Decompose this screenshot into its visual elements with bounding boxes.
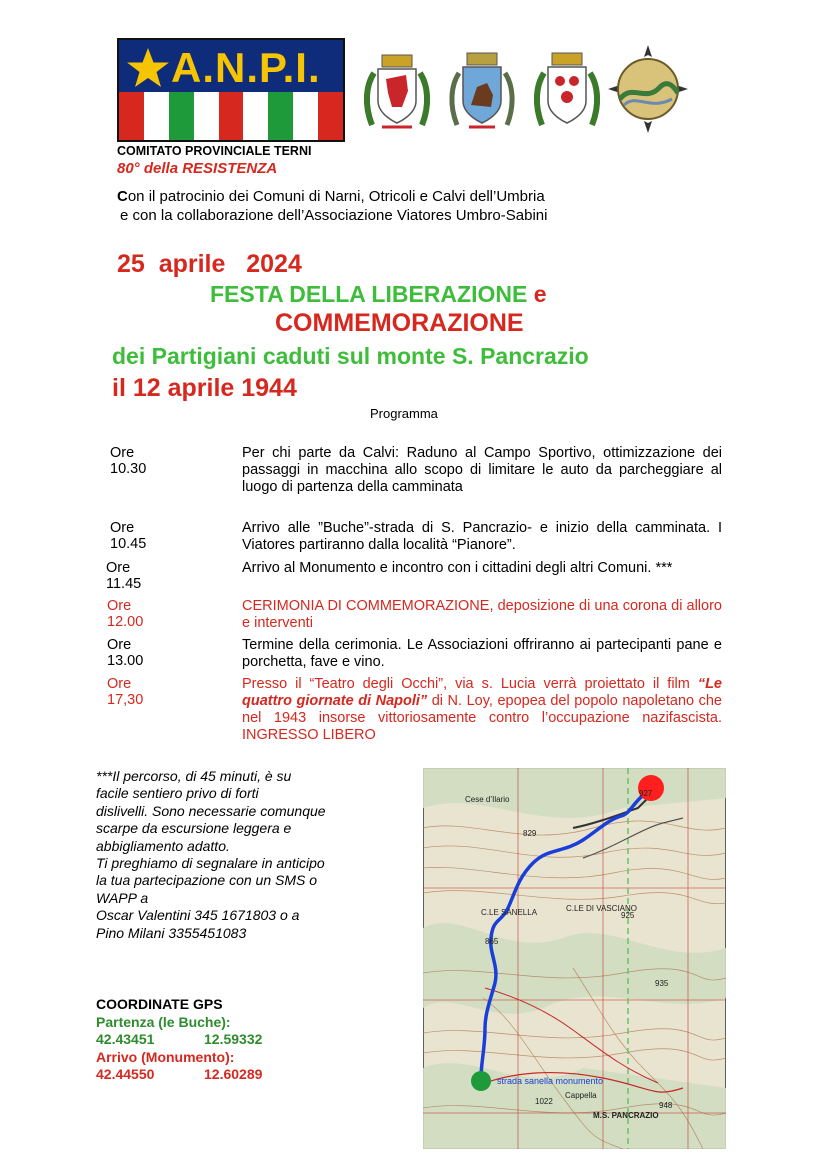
map-label-935: 935: [655, 979, 669, 988]
calvi-coat-of-arms-icon: [532, 45, 602, 137]
star-icon: [125, 46, 171, 90]
schedule-text: CERIMONIA DI COMMEMORAZIONE, deposizione di una corona di alloro e interventi: [242, 598, 722, 631]
commemorazione-title: COMMEMORAZIONE: [275, 309, 524, 337]
note-line: la tua partecipazione con un SMS o: [96, 872, 318, 889]
otricoli-coat-of-arms-icon: [447, 45, 517, 137]
committee-name: COMITATO PROVINCIALE TERNI: [117, 144, 312, 158]
map-label-cappella: Cappella: [565, 1091, 597, 1100]
gps-coordinates: [96, 996, 262, 1084]
schedule-text-part-b: di N. Loy, epopea del popolo napoletano che nel 1943 insorse vittoriosamente contro l’occupazione nazifascista. INGRESSO LIBERO: [242, 693, 722, 743]
patronage-text: [117, 187, 547, 225]
map-label-sanella: C.LE SANELLA: [481, 908, 538, 917]
italian-flag: [119, 92, 343, 142]
map-label-927: 927: [639, 789, 653, 798]
map-label-948: 948: [659, 1101, 673, 1110]
schedule-text-part-a: Presso il “Teatro degli Occhi”, via s. Lucia verrà proiettato il film: [242, 676, 698, 692]
map-label-1022: 1022: [535, 1097, 553, 1106]
viatores-logo-icon: [606, 43, 690, 135]
gps-start-lon: 12.59332: [204, 1031, 263, 1047]
note-line: abbigliamento adatto.: [96, 837, 230, 854]
narni-coat-of-arms-icon: [362, 45, 432, 137]
gps-end-lat: 42.44550: [96, 1066, 155, 1082]
festa-main: FESTA DELLA LIBERAZIONE: [210, 281, 528, 307]
schedule-text: Arrivo al Monumento e incontro con i cittadini degli altri Comuni. ***: [242, 560, 673, 576]
schedule-text: Per chi parte da Calvi: Raduno al Campo Sportivo, ottimizzazione dei passaggi in macchina allo scopo di limitare le auto da parcheggiare al luogo di partenza della camminata: [242, 445, 722, 495]
map-label-925: 925: [621, 911, 635, 920]
map-label-865: 865: [485, 937, 499, 946]
schedule-time: Ore 12.00: [107, 598, 144, 630]
note-line: dislivelli. Sono necessarie comunque: [96, 802, 326, 819]
patronage-line-2: e con la collaborazione dell’Associazione Viatores Umbro-Sabini: [120, 207, 548, 224]
note-line: ***Il percorso, di 45 minuti, è su: [96, 768, 292, 784]
anpi-logo: [117, 38, 345, 142]
map-label-pancrazio: M.S. PANCRAZIO: [593, 1111, 659, 1120]
schedule-text: Arrivo alle ”Buche”-strada di S. Pancrazio- e inizio della camminata. I Viatores partiranno dalla località “Pianore”.: [242, 520, 722, 553]
map-label-vasciano: C.LE DI VASCIANO: [566, 904, 637, 913]
note-line: WAPP a: [96, 889, 149, 906]
film-title: “Le quattro giornate di Napoli”: [242, 676, 722, 709]
gps-start-lat: 42.43451: [96, 1031, 155, 1047]
schedule-time: Ore 10.45: [110, 520, 147, 552]
map-route-label: strada sanella monumento: [497, 1076, 604, 1086]
note-line: Oscar Valentini 345 1671803 o a: [96, 907, 300, 924]
route-note: [96, 768, 386, 942]
schedule-text: [242, 676, 722, 744]
festa-title: [210, 281, 547, 308]
schedule-time: Ore 17,30: [107, 676, 144, 708]
note-line: Pino Milani 3355451083: [96, 924, 247, 941]
map-label-829: 829: [523, 829, 537, 838]
schedule-time: Ore 10.30: [110, 445, 147, 477]
event-date: 25 aprile 2024: [117, 250, 302, 278]
gps-title: COORDINATE GPS: [96, 996, 223, 1012]
anpi-logo-text: A.N.P.I.: [171, 44, 321, 91]
schedule-text: Termine della cerimonia. Le Associazioni offriranno ai partecipanti pane e porchetta, fave e vino.: [242, 637, 722, 670]
note-line: Ti preghiamo di segnalare in anticipo: [96, 855, 325, 872]
schedule-time: Ore 13.00: [107, 637, 144, 669]
anniversary-title: 80° della RESISTENZA: [117, 160, 278, 177]
route-map: [423, 768, 726, 1149]
programma-label: Programma: [370, 406, 438, 421]
aprile-1944-subtitle: il 12 aprile 1944: [112, 374, 297, 402]
partigiani-subtitle: dei Partigiani caduti sul monte S. Pancrazio: [112, 343, 589, 369]
patronage-first-letter: C: [117, 188, 128, 205]
schedule-time: Ore 11.45: [106, 560, 142, 592]
note-line: scarpe da escursione leggera e: [96, 820, 292, 837]
gps-end-label: Arrivo (Monumento):: [96, 1048, 235, 1065]
gps-end-lon: 12.60289: [204, 1066, 263, 1082]
gps-start-label: Partenza (le Buche):: [96, 1013, 231, 1030]
note-line: facile sentiero privo di forti: [96, 785, 259, 802]
map-label-cese: Cese d’Ilario: [465, 795, 510, 804]
patronage-line-1: on il patrocinio dei Comuni di Narni, Otricoli e Calvi dell’Umbria: [127, 188, 545, 205]
festa-conjunction: e: [527, 281, 547, 307]
